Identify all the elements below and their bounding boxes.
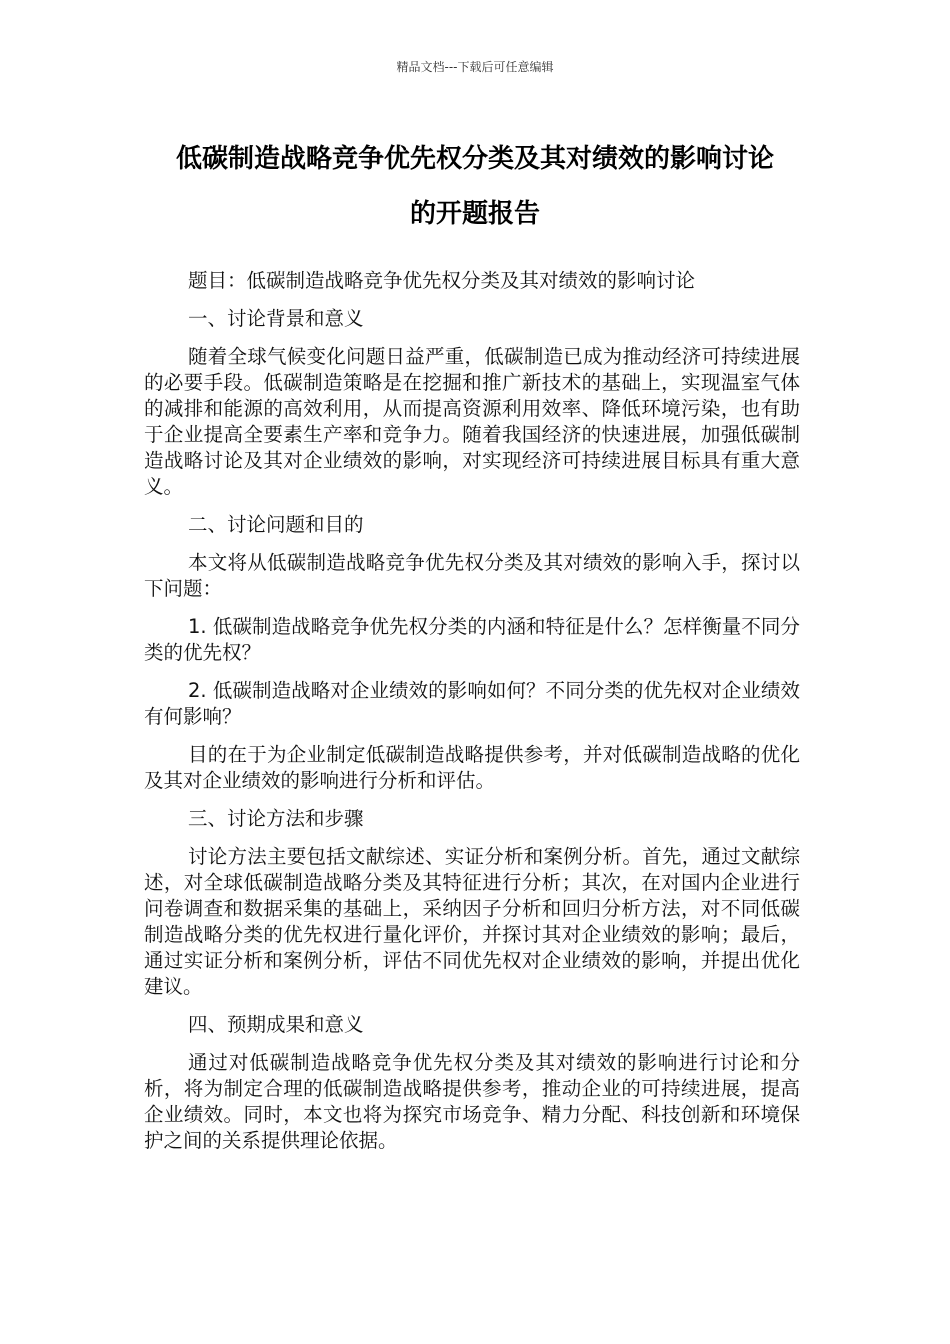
document-body <box>144 268 800 1166</box>
question-item-1: 1. 低碳制造战略竞争优先权分类的内涵和特征是什么？怎样衡量不同分类的优先权？ <box>144 615 800 664</box>
section-heading-methods: 三、讨论方法和步骤 <box>188 807 364 830</box>
header-note: 精品文档---下载后可任意编辑 <box>396 60 554 74</box>
section-body-outcomes: 通过对低碳制造战略竞争优先权分类及其对绩效的影响进行讨论和分析，将为制定合理的低碳制造战略提供参考，推动企业的可持续进展，提高企业绩效。同时，本文也将为探究市场竞争、精力分配、科技创新和环境保护之间的关系提供理论依据。 <box>144 1051 800 1152</box>
document-title-line-2: 的开题报告 <box>409 199 540 229</box>
section-intro-questions: 本文将从低碳制造战略竞争优先权分类及其对绩效的影响入手，探讨以下问题： <box>144 551 800 600</box>
section-heading-questions: 二、讨论问题和目的 <box>188 513 364 536</box>
section-body-background: 随着全球气候变化问题日益严重，低碳制造已成为推动经济可持续进展的必要手段。低碳制造策略是在挖掘和推广新技术的基础上，实现温室气体的减排和能源的高效利用，从而提高资源利用效率、降低环境污染，也有助于企业提高全要素生产率和竞争力。随着我国经济的快速进展，加强低碳制造战略讨论及其对企业绩效的影响，对实现经济可持续进展目标具有重大意义。 <box>144 345 800 498</box>
question-item-2: 2. 低碳制造战略对企业绩效的影响如何？不同分类的优先权对企业绩效有何影响？ <box>144 679 800 728</box>
section-heading-background: 一、讨论背景和意义 <box>188 307 364 330</box>
section-purpose: 目的在于为企业制定低碳制造战略提供参考，并对低碳制造战略的优化及其对企业绩效的影响进行分析和评估。 <box>144 743 800 792</box>
topic-line: 题目：低碳制造战略竞争优先权分类及其对绩效的影响讨论 <box>188 269 696 292</box>
section-heading-outcomes: 四、预期成果和意义 <box>188 1013 364 1036</box>
document-title-line-1: 低碳制造战略竞争优先权分类及其对绩效的影响讨论 <box>175 144 774 174</box>
section-body-methods: 讨论方法主要包括文献综述、实证分析和案例分析。首先，通过文献综述，对全球低碳制造战略分类及其特征进行分析；其次，在对国内企业进行问卷调查和数据采集的基础上，采纳因子分析和回归分析方法，对不同低碳制造战略分类的优先权进行量化评价，并探讨其对企业绩效的影响；最后，通过实证分析和案例分析，评估不同优先权对企业绩效的影响，并提出优化建议。 <box>144 845 800 998</box>
